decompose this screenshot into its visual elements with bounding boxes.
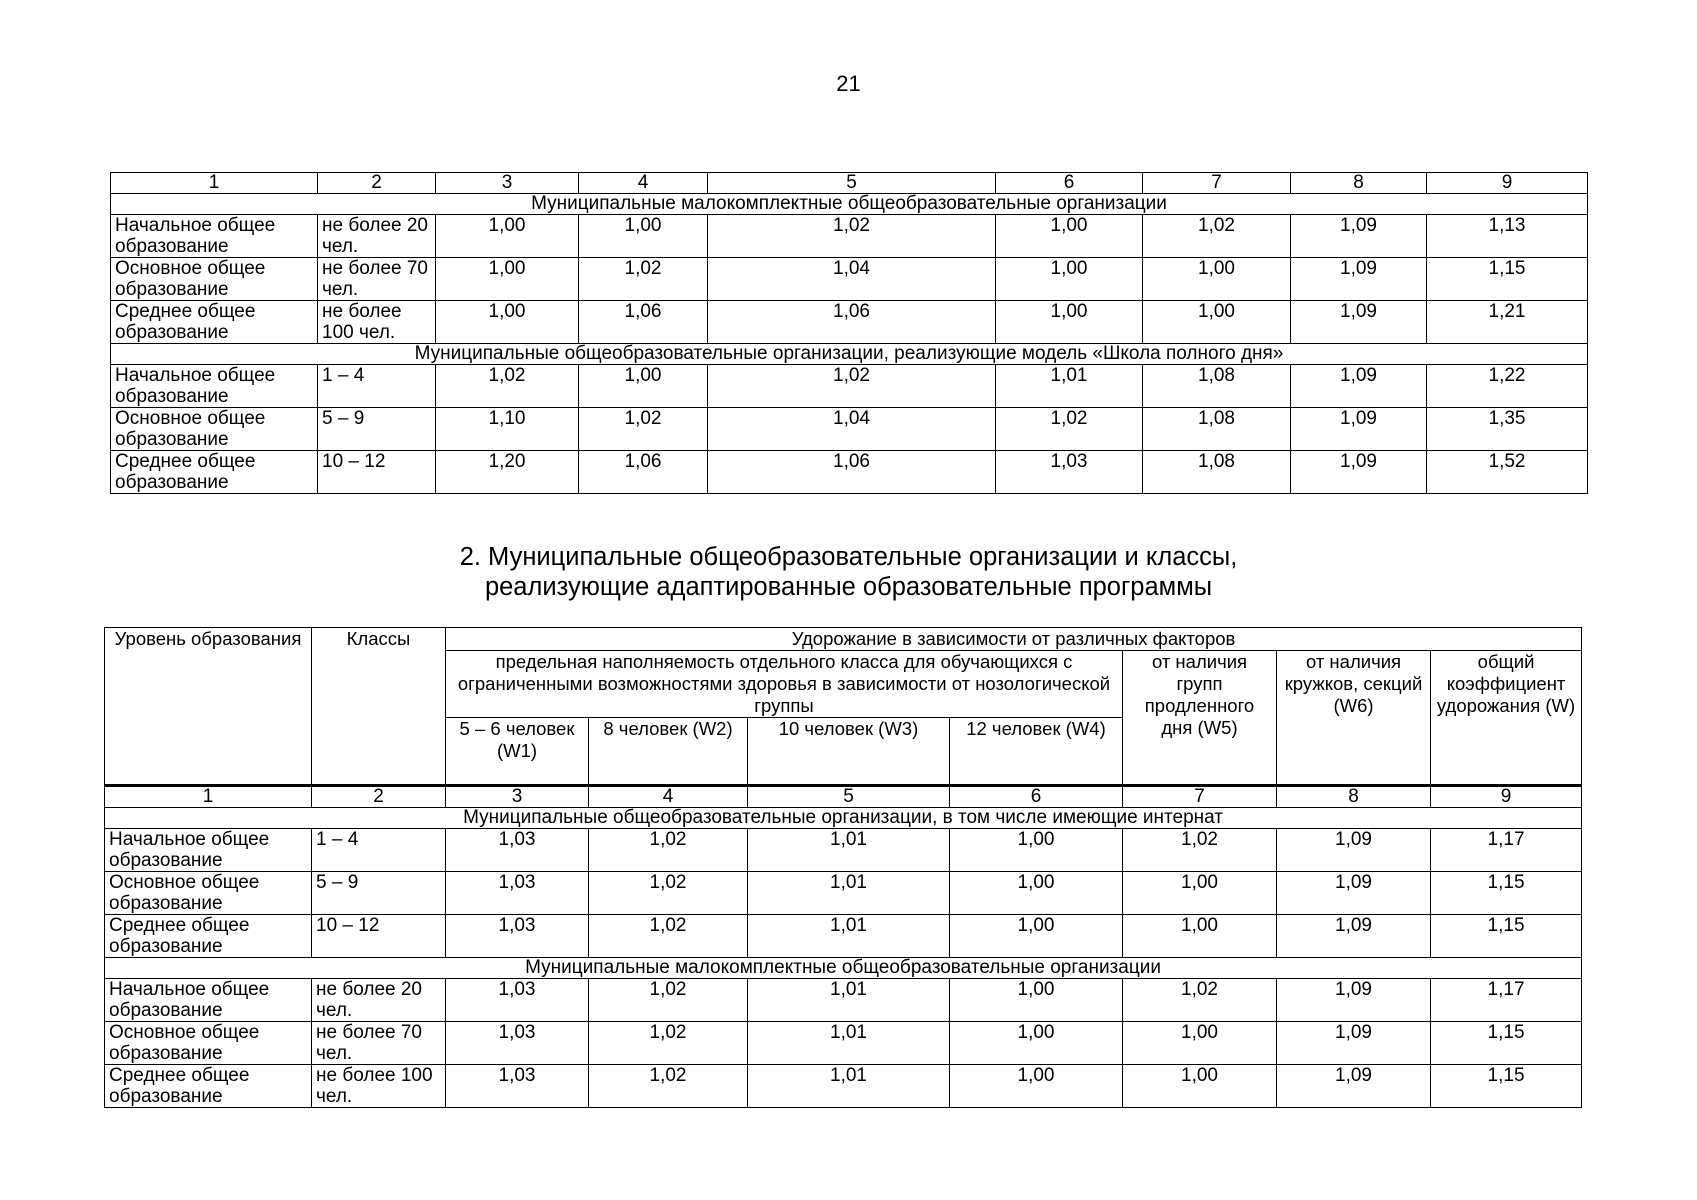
classes-cell: не более 70 чел. — [312, 1022, 446, 1065]
value-cell: 1,08 — [1143, 451, 1291, 494]
value-cell: 1,06 — [579, 301, 708, 344]
heading-line-1: 2. Муниципальные общеобразовательные организации и классы, — [459, 543, 1238, 571]
classes-cell: 10 – 12 — [312, 915, 446, 958]
value-cell: 1,02 — [579, 408, 708, 451]
level-cell: Начальное общее образование — [111, 365, 318, 408]
value-cell: 1,09 — [1291, 301, 1427, 344]
value-cell: 1,08 — [1143, 408, 1291, 451]
value-cell: 1,00 — [950, 979, 1123, 1022]
section-row — [105, 958, 1582, 979]
table-row — [105, 1022, 1582, 1065]
section-row — [111, 194, 1588, 215]
column-number: 9 — [1427, 173, 1588, 194]
w4-header: 12 человек (W4) — [950, 718, 1123, 786]
column-number: 8 — [1277, 787, 1431, 808]
value-cell: 1,52 — [1427, 451, 1588, 494]
header-row — [105, 628, 1582, 651]
level-cell: Начальное общее образование — [105, 979, 312, 1022]
occupancy-header: предельная наполняемость отдельного класса для обучающихся с ограниченными возможностями здоровья в зависимости от нозологической группы — [446, 651, 1123, 718]
value-cell: 1,09 — [1291, 408, 1427, 451]
value-cell: 1,02 — [589, 872, 748, 915]
value-cell: 1,01 — [748, 1065, 950, 1108]
column-number: 6 — [950, 787, 1123, 808]
w1-header: 5 – 6 человек (W1) — [446, 718, 589, 786]
level-cell: Среднее общее образование — [105, 915, 312, 958]
value-cell: 1,06 — [708, 451, 996, 494]
classes-cell: 1 – 4 — [318, 365, 436, 408]
heading-line-2: реализующие адаптированные образовательные программы — [484, 573, 1213, 601]
value-cell: 1,09 — [1277, 915, 1431, 958]
value-cell: 1,15 — [1427, 258, 1588, 301]
w3-header: 10 человек (W3) — [748, 718, 950, 786]
value-cell: 1,09 — [1277, 1065, 1431, 1108]
table-row — [111, 451, 1588, 494]
value-cell: 1,00 — [950, 915, 1123, 958]
value-cell: 1,03 — [996, 451, 1143, 494]
classes-cell: 5 – 9 — [312, 872, 446, 915]
value-cell: 1,02 — [589, 979, 748, 1022]
value-cell: 1,00 — [1123, 1022, 1277, 1065]
column-number: 8 — [1291, 173, 1427, 194]
value-cell: 1,02 — [708, 215, 996, 258]
section-title: Муниципальные общеобразовательные организации, в том числе имеющие интернат — [105, 808, 1582, 829]
value-cell: 1,00 — [436, 215, 579, 258]
level-cell: Начальное общее образование — [111, 215, 318, 258]
value-cell: 1,09 — [1291, 365, 1427, 408]
table-row — [105, 1065, 1582, 1108]
value-cell: 1,09 — [1277, 829, 1431, 872]
value-cell: 1,01 — [748, 979, 950, 1022]
value-cell: 1,02 — [579, 258, 708, 301]
value-cell: 1,00 — [950, 829, 1123, 872]
value-cell: 1,09 — [1277, 979, 1431, 1022]
section-title: Муниципальные малокомплектные общеобразовательные организации — [111, 194, 1588, 215]
value-cell: 1,00 — [436, 258, 579, 301]
value-cell: 1,01 — [748, 1022, 950, 1065]
w-header: общий коэффициент удорожания (W) — [1431, 651, 1582, 786]
classes-cell: не более 100 чел. — [312, 1065, 446, 1108]
column-number: 6 — [996, 173, 1143, 194]
w5-header: от наличия групп продленного дня (W5) — [1123, 651, 1277, 786]
value-cell: 1,03 — [446, 915, 589, 958]
table-row — [111, 301, 1588, 344]
value-cell: 1,09 — [1277, 1022, 1431, 1065]
section-title: Муниципальные малокомплектные общеобразовательные организации — [105, 958, 1582, 979]
value-cell: 1,15 — [1431, 915, 1582, 958]
value-cell: 1,02 — [1143, 215, 1291, 258]
value-cell: 1,01 — [748, 872, 950, 915]
value-cell: 1,10 — [436, 408, 579, 451]
column-number: 4 — [589, 787, 748, 808]
value-cell: 1,00 — [950, 1022, 1123, 1065]
classes-cell: не более 100 чел. — [318, 301, 436, 344]
value-cell: 1,03 — [446, 872, 589, 915]
value-cell: 1,00 — [579, 365, 708, 408]
table-row — [105, 915, 1582, 958]
column-number: 5 — [748, 787, 950, 808]
classes-header: Классы — [312, 628, 446, 786]
column-number: 4 — [579, 173, 708, 194]
value-cell: 1,09 — [1277, 872, 1431, 915]
section-heading — [0, 542, 1697, 602]
section-row — [105, 808, 1582, 829]
value-cell: 1,00 — [996, 258, 1143, 301]
level-cell: Основное общее образование — [111, 408, 318, 451]
value-cell: 1,01 — [748, 829, 950, 872]
value-cell: 1,00 — [1123, 1065, 1277, 1108]
column-number-row — [105, 787, 1582, 808]
value-cell: 1,04 — [708, 408, 996, 451]
table-row — [105, 829, 1582, 872]
classes-cell: 10 – 12 — [318, 451, 436, 494]
value-cell: 1,00 — [1143, 258, 1291, 301]
classes-cell: 1 – 4 — [312, 829, 446, 872]
table-row — [111, 365, 1588, 408]
column-number: 7 — [1123, 787, 1277, 808]
value-cell: 1,02 — [589, 1022, 748, 1065]
factors-header: Удорожание в зависимости от различных факторов — [446, 628, 1582, 651]
column-number: 2 — [318, 173, 436, 194]
value-cell: 1,00 — [1123, 872, 1277, 915]
value-cell: 1,02 — [1123, 829, 1277, 872]
column-number: 5 — [708, 173, 996, 194]
value-cell: 1,00 — [996, 215, 1143, 258]
column-number: 3 — [436, 173, 579, 194]
value-cell: 1,06 — [579, 451, 708, 494]
w2-header: 8 человек (W2) — [589, 718, 748, 786]
value-cell: 1,00 — [579, 215, 708, 258]
value-cell: 1,15 — [1431, 1022, 1582, 1065]
coefficients-table-2 — [104, 627, 1582, 1108]
table-row — [111, 258, 1588, 301]
level-cell: Среднее общее образование — [111, 301, 318, 344]
level-cell: Основное общее образование — [105, 1022, 312, 1065]
value-cell: 1,02 — [589, 1065, 748, 1108]
value-cell: 1,00 — [1143, 301, 1291, 344]
section-title: Муниципальные общеобразовательные организации, реализующие модель «Школа полного дня» — [111, 344, 1588, 365]
value-cell: 1,09 — [1291, 215, 1427, 258]
level-header: Уровень образования — [105, 628, 312, 786]
value-cell: 1,20 — [436, 451, 579, 494]
value-cell: 1,17 — [1431, 979, 1582, 1022]
value-cell: 1,02 — [1123, 979, 1277, 1022]
value-cell: 1,15 — [1431, 1065, 1582, 1108]
value-cell: 1,15 — [1431, 872, 1582, 915]
value-cell: 1,13 — [1427, 215, 1588, 258]
classes-cell: 5 – 9 — [318, 408, 436, 451]
value-cell: 1,00 — [950, 872, 1123, 915]
level-cell: Основное общее образование — [111, 258, 318, 301]
level-cell: Основное общее образование — [105, 872, 312, 915]
column-number-row — [111, 173, 1588, 194]
level-cell: Среднее общее образование — [111, 451, 318, 494]
value-cell: 1,01 — [748, 915, 950, 958]
value-cell: 1,35 — [1427, 408, 1588, 451]
page-number: 21 — [836, 71, 861, 96]
value-cell: 1,22 — [1427, 365, 1588, 408]
classes-cell: не более 20 чел. — [318, 215, 436, 258]
value-cell: 1,00 — [996, 301, 1143, 344]
value-cell: 1,03 — [446, 1065, 589, 1108]
value-cell: 1,08 — [1143, 365, 1291, 408]
value-cell: 1,09 — [1291, 258, 1427, 301]
value-cell: 1,02 — [996, 408, 1143, 451]
table-row — [105, 872, 1582, 915]
level-cell: Начальное общее образование — [105, 829, 312, 872]
table-row — [111, 215, 1588, 258]
coefficients-table-1 — [110, 172, 1588, 494]
classes-cell: не более 20 чел. — [312, 979, 446, 1022]
table-row — [105, 979, 1582, 1022]
value-cell: 1,04 — [708, 258, 996, 301]
column-number: 9 — [1431, 787, 1582, 808]
column-number: 3 — [446, 787, 589, 808]
classes-cell: не более 70 чел. — [318, 258, 436, 301]
value-cell: 1,00 — [1123, 915, 1277, 958]
value-cell: 1,02 — [589, 829, 748, 872]
value-cell: 1,21 — [1427, 301, 1588, 344]
column-number: 2 — [312, 787, 446, 808]
column-number: 1 — [105, 787, 312, 808]
value-cell: 1,06 — [708, 301, 996, 344]
value-cell: 1,00 — [950, 1065, 1123, 1108]
level-cell: Среднее общее образование — [105, 1065, 312, 1108]
value-cell: 1,03 — [446, 829, 589, 872]
value-cell: 1,01 — [996, 365, 1143, 408]
column-number: 1 — [111, 173, 318, 194]
value-cell: 1,09 — [1291, 451, 1427, 494]
value-cell: 1,03 — [446, 1022, 589, 1065]
value-cell: 1,00 — [436, 301, 579, 344]
table-row — [111, 408, 1588, 451]
value-cell: 1,02 — [589, 915, 748, 958]
value-cell: 1,02 — [436, 365, 579, 408]
value-cell: 1,03 — [446, 979, 589, 1022]
column-number: 7 — [1143, 173, 1291, 194]
section-row — [111, 344, 1588, 365]
value-cell: 1,17 — [1431, 829, 1582, 872]
w6-header: от наличия кружков, секций (W6) — [1277, 651, 1431, 786]
value-cell: 1,02 — [708, 365, 996, 408]
